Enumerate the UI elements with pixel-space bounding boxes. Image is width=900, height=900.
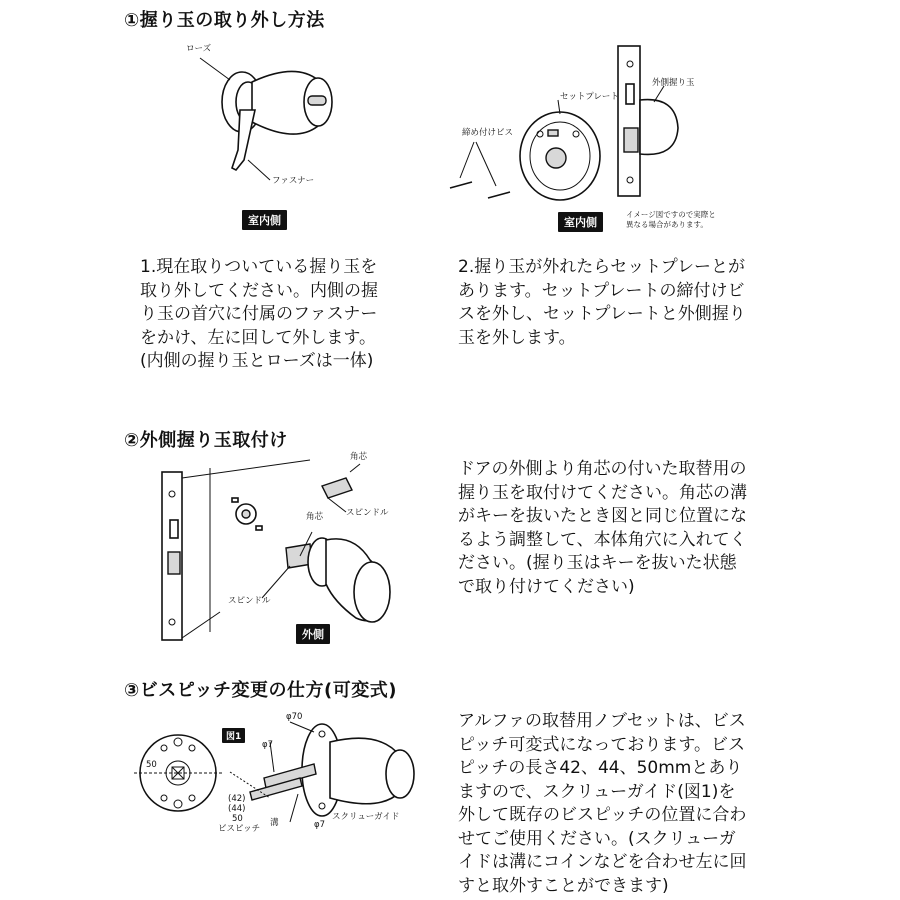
- figure-1-tag: 図1: [222, 728, 245, 743]
- phi7-bottom-label: φ7: [314, 820, 326, 830]
- spindle-top-label: スピンドル: [346, 508, 389, 518]
- section-1-step-2-text: 2.握り玉が外れたらセットプレーとが あります。セットプレートの締付けビ スを外し、セットプレートと外側握り 玉を外します。: [458, 257, 746, 348]
- phi70-label: φ70: [286, 712, 303, 722]
- section-1-heading: ①握り玉の取り外し方法: [124, 10, 325, 31]
- screw-pitch-label: ビスピッチ: [218, 824, 261, 834]
- section-3-heading: ③ビスピッチ変更の仕方(可変式): [124, 680, 397, 701]
- section-1-step-1-text: 1.現在取りついている握り玉を 取り外してください。内側の握 り玉の首穴に付属のファスナー をかけ、左に回して外します。 (内側の握り玉とローズは一体): [140, 257, 378, 371]
- indoor-side-tag-2: 室内側: [558, 212, 603, 232]
- outer-knob-install-illustration: [150, 452, 420, 642]
- square-core-top-label: 角芯: [350, 452, 368, 462]
- phi7-top-label: φ7: [262, 740, 274, 750]
- section-3-text: アルファの取替用ノブセットは、ビス ピッチ可変式になっております。ビス ピッチの長さ42、44、50mmとあり ますので、スクリューガイド(図1)を 外して既存のビスピッチの位置に合わ せてご使用ください。(スクリューガ イドは溝にコインなどを合わせ左に回 すと取外すことができます): [458, 711, 747, 896]
- outer-knob-label: 外側握り玉: [652, 78, 695, 88]
- dim-50-label: 50: [146, 760, 157, 770]
- groove-label: 溝: [270, 818, 279, 828]
- outside-tag: 外側: [296, 624, 330, 644]
- section-2-heading: ②外側握り玉取付け: [124, 430, 288, 451]
- set-plate-label: セットプレート: [560, 92, 619, 102]
- section-2-text: ドアの外側より角芯の付いた取替用の 握り玉を取付けてください。角芯の溝 がキーを抜いたとき図と同じ位置にな るよう調整して、本体角穴に入れてく ださい。(握り玉はキーを抜いた状態 で取り付けてください): [458, 459, 747, 597]
- screw-pitch-front-diagram: [134, 728, 224, 818]
- fastener-label: ファスナー: [272, 176, 315, 186]
- pitch-44-label: (44): [228, 804, 246, 814]
- pitch-50-label: 50: [232, 814, 243, 824]
- rose-label: ローズ: [186, 44, 212, 54]
- screw-guide-illustration: [230, 712, 430, 832]
- screw-guide-label: スクリューガイド: [332, 812, 400, 822]
- image-note-line-1: イメージ図ですので実際と: [626, 210, 716, 219]
- tightening-screws-label: 締め付けビス: [462, 128, 514, 138]
- spindle-label: スピンドル: [228, 596, 271, 606]
- image-note-line-2: 異なる場合があります。: [626, 220, 708, 229]
- pitch-42-label: (42): [228, 794, 246, 804]
- square-core-label: 角芯: [306, 512, 324, 522]
- indoor-side-tag: 室内側: [242, 210, 287, 230]
